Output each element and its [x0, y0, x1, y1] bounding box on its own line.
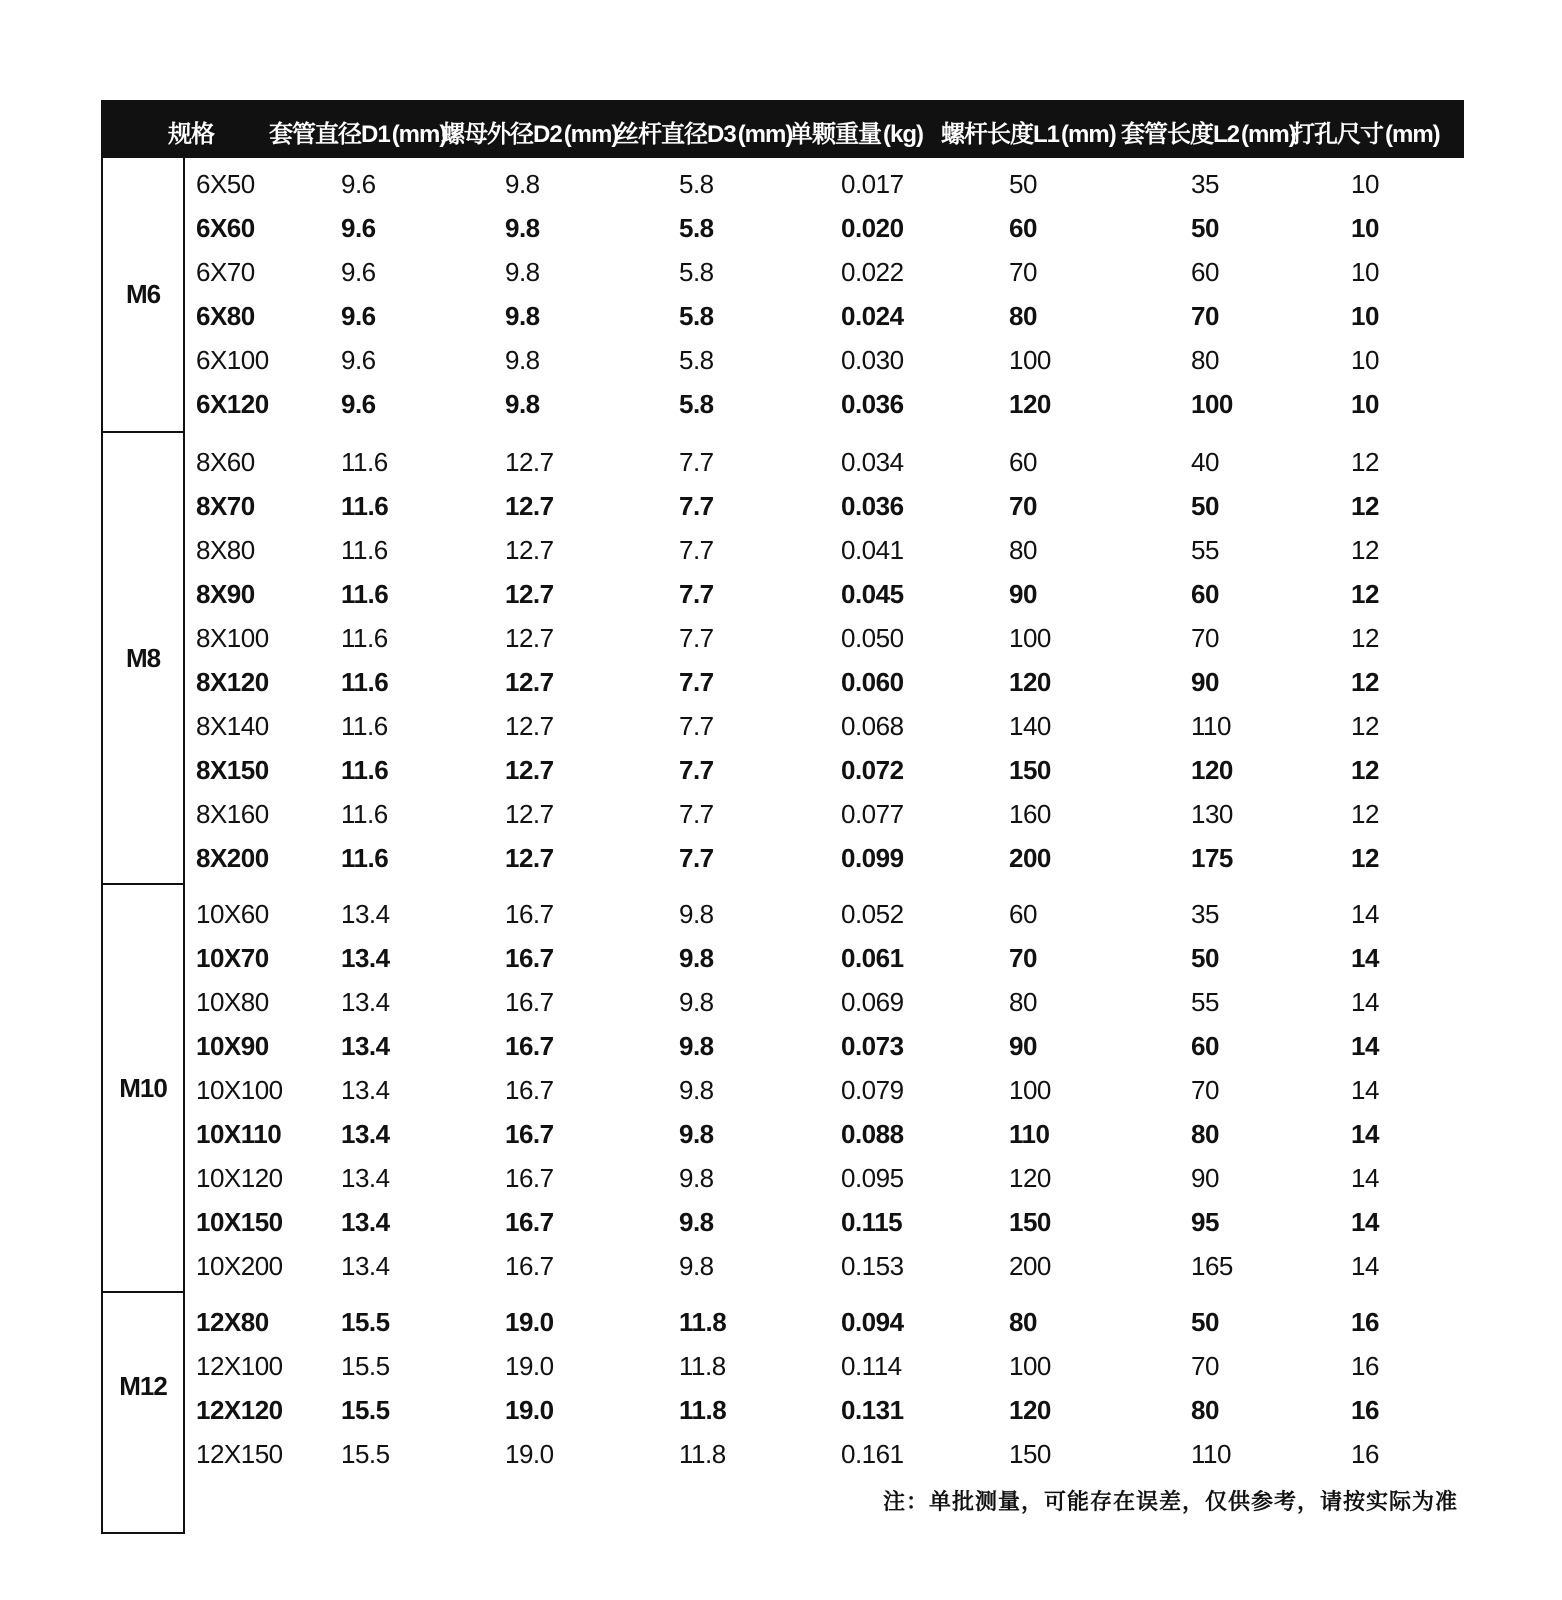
cell-drill-size: 14 — [1351, 1207, 1379, 1237]
cell-spec: 10X110 — [196, 1119, 282, 1149]
header-label: 单颗重量 — [789, 121, 881, 148]
cell-nut-outer-diameter-d2: 12.7 — [505, 755, 554, 785]
table-row — [185, 205, 1464, 249]
cell-drill-size: 14 — [1351, 987, 1379, 1017]
cell-unit-weight: 0.060 — [841, 667, 904, 697]
header-label: 规格 — [168, 121, 214, 148]
table-footer — [101, 1479, 1464, 1534]
cell-screw-diameter-d3: 5.8 — [679, 301, 714, 331]
cell-screw-diameter-d3: 11.8 — [679, 1307, 727, 1337]
cell-unit-weight: 0.069 — [841, 987, 904, 1017]
table-row — [185, 1111, 1464, 1155]
cell-sleeve-diameter-d1: 11.6 — [341, 447, 388, 477]
cell-screw-length-l1: 90 — [1009, 579, 1037, 609]
cell-sleeve-length-l2: 90 — [1191, 667, 1219, 697]
cell-spec: 6X50 — [196, 169, 255, 199]
cell-sleeve-diameter-d1: 13.4 — [341, 1119, 390, 1149]
cell-spec: 8X90 — [196, 579, 255, 609]
cell-unit-weight: 0.153 — [841, 1251, 904, 1281]
cell-screw-diameter-d3: 5.8 — [679, 213, 714, 243]
group-label: M6 — [101, 158, 185, 431]
header-sleeve-diameter-d1 — [269, 114, 448, 149]
cell-drill-size: 14 — [1351, 1075, 1379, 1105]
table-row — [185, 1067, 1464, 1111]
cell-nut-outer-diameter-d2: 12.7 — [505, 711, 554, 741]
cell-sleeve-diameter-d1: 13.4 — [341, 899, 390, 929]
cell-sleeve-diameter-d1: 11.6 — [341, 711, 388, 741]
cell-spec: 6X60 — [196, 213, 255, 243]
cell-nut-outer-diameter-d2: 19.0 — [505, 1439, 554, 1469]
cell-sleeve-diameter-d1: 13.4 — [341, 1207, 390, 1237]
cell-screw-diameter-d3: 9.8 — [679, 1031, 714, 1061]
cell-screw-diameter-d3: 7.7 — [679, 843, 714, 873]
cell-screw-diameter-d3: 9.8 — [679, 1251, 714, 1281]
cell-sleeve-length-l2: 165 — [1191, 1251, 1233, 1281]
cell-spec: 8X100 — [196, 623, 269, 653]
cell-drill-size: 16 — [1351, 1307, 1379, 1337]
table-row — [185, 1343, 1464, 1387]
table-row — [185, 703, 1464, 747]
cell-sleeve-length-l2: 70 — [1191, 623, 1219, 653]
cell-screw-length-l1: 70 — [1009, 257, 1037, 287]
cell-sleeve-diameter-d1: 11.6 — [341, 667, 389, 697]
cell-screw-length-l1: 110 — [1009, 1119, 1050, 1149]
cell-drill-size: 14 — [1351, 1119, 1379, 1149]
cell-sleeve-diameter-d1: 9.6 — [341, 345, 376, 375]
cell-nut-outer-diameter-d2: 9.8 — [505, 169, 540, 199]
cell-sleeve-length-l2: 80 — [1191, 1395, 1219, 1425]
cell-screw-length-l1: 80 — [1009, 535, 1037, 565]
table-row — [185, 747, 1464, 791]
cell-screw-diameter-d3: 7.7 — [679, 711, 714, 741]
disclaimer-note: 注：单批测量，可能存在误差，仅供参考，请按实际为准 — [882, 1489, 1458, 1514]
group-m12 — [101, 1291, 1464, 1479]
cell-nut-outer-diameter-d2: 16.7 — [505, 1207, 554, 1237]
cell-sleeve-diameter-d1: 13.4 — [341, 987, 390, 1017]
header-label: 套管长度L2 — [1121, 121, 1240, 148]
cell-sleeve-length-l2: 110 — [1191, 1439, 1231, 1469]
cell-nut-outer-diameter-d2: 16.7 — [505, 1119, 554, 1149]
cell-sleeve-diameter-d1: 13.4 — [341, 1251, 390, 1281]
cell-nut-outer-diameter-d2: 12.7 — [505, 799, 554, 829]
cell-screw-length-l1: 100 — [1009, 1075, 1051, 1105]
header-screw-length-l1 — [941, 114, 1118, 149]
header-sleeve-length-l2 — [1121, 114, 1298, 149]
cell-screw-length-l1: 120 — [1009, 667, 1051, 697]
cell-screw-diameter-d3: 7.7 — [679, 579, 714, 609]
cell-sleeve-diameter-d1: 11.6 — [341, 843, 389, 873]
table-row — [185, 161, 1464, 205]
cell-nut-outer-diameter-d2: 12.7 — [505, 667, 554, 697]
header-unit: (mm) — [1385, 121, 1440, 148]
cell-sleeve-diameter-d1: 13.4 — [341, 1031, 390, 1061]
cell-sleeve-length-l2: 40 — [1191, 447, 1219, 477]
table-row — [185, 1431, 1464, 1475]
cell-screw-length-l1: 90 — [1009, 1031, 1037, 1061]
cell-spec: 6X80 — [196, 301, 255, 331]
cell-drill-size: 12 — [1351, 535, 1379, 565]
cell-sleeve-diameter-d1: 9.6 — [341, 301, 376, 331]
cell-screw-diameter-d3: 11.8 — [679, 1395, 727, 1425]
table-row — [185, 293, 1464, 337]
table-row — [185, 615, 1464, 659]
header-unit: (kg) — [883, 121, 923, 148]
cell-unit-weight: 0.061 — [841, 943, 904, 973]
cell-sleeve-length-l2: 80 — [1191, 1119, 1219, 1149]
cell-spec: 8X160 — [196, 799, 269, 829]
cell-unit-weight: 0.036 — [841, 491, 904, 521]
cell-nut-outer-diameter-d2: 16.7 — [505, 1163, 554, 1193]
cell-unit-weight: 0.131 — [841, 1395, 904, 1425]
cell-unit-weight: 0.088 — [841, 1119, 904, 1149]
header-unit: (mm) — [391, 121, 447, 148]
cell-spec: 12X120 — [196, 1395, 283, 1425]
cell-screw-length-l1: 60 — [1009, 447, 1037, 477]
cell-sleeve-length-l2: 35 — [1191, 169, 1219, 199]
header-label: 螺母外径D2 — [441, 121, 562, 148]
cell-spec: 10X100 — [196, 1075, 283, 1105]
table-header — [101, 100, 1464, 158]
cell-drill-size: 12 — [1351, 491, 1379, 521]
cell-spec: 8X120 — [196, 667, 269, 697]
cell-unit-weight: 0.052 — [841, 899, 904, 929]
cell-spec: 6X70 — [196, 257, 255, 287]
cell-screw-length-l1: 140 — [1009, 711, 1051, 741]
cell-screw-diameter-d3: 7.7 — [679, 447, 714, 477]
cell-sleeve-length-l2: 50 — [1191, 943, 1219, 973]
cell-nut-outer-diameter-d2: 9.8 — [505, 389, 540, 419]
cell-screw-diameter-d3: 7.7 — [679, 623, 714, 653]
table-row — [185, 1299, 1464, 1343]
cell-spec: 10X200 — [196, 1251, 283, 1281]
group-m8 — [101, 431, 1464, 883]
table-row — [185, 1155, 1464, 1199]
cell-unit-weight: 0.024 — [841, 301, 904, 331]
table-row — [185, 1023, 1464, 1067]
cell-sleeve-length-l2: 55 — [1191, 535, 1219, 565]
cell-drill-size: 16 — [1351, 1395, 1379, 1425]
cell-screw-length-l1: 70 — [1009, 491, 1037, 521]
cell-spec: 10X60 — [196, 899, 269, 929]
cell-drill-size: 12 — [1351, 447, 1379, 477]
cell-sleeve-length-l2: 70 — [1191, 301, 1219, 331]
cell-spec: 8X60 — [196, 447, 255, 477]
cell-screw-diameter-d3: 11.8 — [679, 1351, 726, 1381]
cell-spec: 8X150 — [196, 755, 269, 785]
cell-screw-length-l1: 160 — [1009, 799, 1051, 829]
cell-sleeve-length-l2: 95 — [1191, 1207, 1219, 1237]
cell-sleeve-diameter-d1: 15.5 — [341, 1307, 390, 1337]
cell-unit-weight: 0.050 — [841, 623, 904, 653]
cell-screw-length-l1: 150 — [1009, 755, 1051, 785]
cell-screw-diameter-d3: 9.8 — [679, 899, 714, 929]
table-row — [185, 891, 1464, 935]
cell-unit-weight: 0.115 — [841, 1207, 903, 1237]
header-spec — [168, 114, 214, 149]
cell-unit-weight: 0.077 — [841, 799, 904, 829]
header-unit-weight — [789, 114, 925, 149]
group-column-tail — [101, 1479, 185, 1534]
header-label: 螺杆长度L1 — [941, 121, 1060, 148]
cell-unit-weight: 0.073 — [841, 1031, 904, 1061]
cell-screw-length-l1: 100 — [1009, 345, 1051, 375]
header-unit: (mm) — [563, 121, 619, 148]
cell-screw-length-l1: 60 — [1009, 213, 1037, 243]
cell-nut-outer-diameter-d2: 12.7 — [505, 491, 554, 521]
cell-screw-diameter-d3: 7.7 — [679, 535, 714, 565]
cell-screw-diameter-d3: 9.8 — [679, 943, 714, 973]
cell-sleeve-length-l2: 50 — [1191, 1307, 1219, 1337]
cell-nut-outer-diameter-d2: 16.7 — [505, 943, 554, 973]
cell-sleeve-length-l2: 60 — [1191, 1031, 1219, 1061]
cell-drill-size: 14 — [1351, 943, 1379, 973]
cell-nut-outer-diameter-d2: 19.0 — [505, 1307, 554, 1337]
table-row — [185, 835, 1464, 879]
table-row — [185, 571, 1464, 615]
cell-spec: 10X120 — [196, 1163, 283, 1193]
table-row — [185, 381, 1464, 425]
cell-sleeve-length-l2: 110 — [1191, 711, 1231, 741]
cell-screw-diameter-d3: 7.7 — [679, 667, 714, 697]
cell-sleeve-diameter-d1: 11.6 — [341, 491, 389, 521]
header-nut-outer-diameter-d2 — [441, 114, 620, 149]
cell-screw-length-l1: 150 — [1009, 1207, 1051, 1237]
cell-unit-weight: 0.017 — [841, 169, 904, 199]
cell-nut-outer-diameter-d2: 16.7 — [505, 1251, 554, 1281]
cell-screw-length-l1: 100 — [1009, 623, 1051, 653]
group-label: M8 — [101, 431, 185, 883]
cell-drill-size: 10 — [1351, 169, 1379, 199]
cell-sleeve-length-l2: 130 — [1191, 799, 1233, 829]
cell-sleeve-diameter-d1: 11.6 — [341, 535, 388, 565]
cell-drill-size: 12 — [1351, 843, 1379, 873]
cell-screw-diameter-d3: 7.7 — [679, 799, 714, 829]
header-label: 套管直径D1 — [269, 121, 390, 148]
cell-screw-length-l1: 120 — [1009, 1163, 1051, 1193]
cell-nut-outer-diameter-d2: 19.0 — [505, 1351, 554, 1381]
cell-nut-outer-diameter-d2: 9.8 — [505, 213, 540, 243]
table-row — [185, 249, 1464, 293]
cell-sleeve-length-l2: 60 — [1191, 579, 1219, 609]
cell-screw-diameter-d3: 9.8 — [679, 1075, 714, 1105]
cell-screw-length-l1: 200 — [1009, 1251, 1051, 1281]
cell-screw-length-l1: 200 — [1009, 843, 1051, 873]
spec-table — [101, 100, 1464, 1534]
cell-nut-outer-diameter-d2: 12.7 — [505, 447, 554, 477]
cell-screw-diameter-d3: 9.8 — [679, 1163, 714, 1193]
table-row — [185, 1199, 1464, 1243]
cell-drill-size: 10 — [1351, 257, 1379, 287]
cell-unit-weight: 0.041 — [841, 535, 904, 565]
header-label: 丝杆直径D3 — [615, 121, 736, 148]
cell-unit-weight: 0.072 — [841, 755, 904, 785]
cell-sleeve-diameter-d1: 13.4 — [341, 1163, 390, 1193]
cell-nut-outer-diameter-d2: 16.7 — [505, 1075, 554, 1105]
cell-sleeve-diameter-d1: 13.4 — [341, 1075, 390, 1105]
cell-unit-weight: 0.022 — [841, 257, 904, 287]
cell-screw-diameter-d3: 5.8 — [679, 257, 714, 287]
group-label: M10 — [101, 883, 185, 1291]
cell-sleeve-length-l2: 175 — [1191, 843, 1233, 873]
cell-screw-length-l1: 100 — [1009, 1351, 1051, 1381]
cell-sleeve-diameter-d1: 15.5 — [341, 1351, 390, 1381]
cell-drill-size: 14 — [1351, 1251, 1379, 1281]
cell-unit-weight: 0.094 — [841, 1307, 904, 1337]
cell-sleeve-length-l2: 55 — [1191, 987, 1219, 1017]
header-screw-diameter-d3 — [615, 114, 794, 149]
cell-screw-length-l1: 150 — [1009, 1439, 1051, 1469]
cell-nut-outer-diameter-d2: 12.7 — [505, 579, 554, 609]
cell-screw-diameter-d3: 9.8 — [679, 1119, 714, 1149]
cell-nut-outer-diameter-d2: 9.8 — [505, 345, 540, 375]
cell-drill-size: 12 — [1351, 579, 1379, 609]
cell-screw-length-l1: 120 — [1009, 389, 1051, 419]
cell-sleeve-diameter-d1: 11.6 — [341, 755, 389, 785]
cell-spec: 10X80 — [196, 987, 269, 1017]
table-row — [185, 1387, 1464, 1431]
cell-nut-outer-diameter-d2: 16.7 — [505, 899, 554, 929]
cell-sleeve-length-l2: 35 — [1191, 899, 1219, 929]
table-row — [185, 439, 1464, 483]
cell-sleeve-diameter-d1: 15.5 — [341, 1439, 390, 1469]
cell-drill-size: 12 — [1351, 623, 1379, 653]
cell-sleeve-diameter-d1: 9.6 — [341, 169, 376, 199]
cell-unit-weight: 0.020 — [841, 213, 904, 243]
cell-unit-weight: 0.045 — [841, 579, 904, 609]
cell-sleeve-length-l2: 80 — [1191, 345, 1219, 375]
table-body — [101, 158, 1464, 1479]
cell-screw-length-l1: 60 — [1009, 899, 1037, 929]
cell-nut-outer-diameter-d2: 9.8 — [505, 257, 540, 287]
cell-sleeve-length-l2: 120 — [1191, 755, 1233, 785]
cell-screw-diameter-d3: 9.8 — [679, 987, 714, 1017]
table-row — [185, 935, 1464, 979]
cell-screw-diameter-d3: 5.8 — [679, 345, 714, 375]
cell-screw-length-l1: 120 — [1009, 1395, 1051, 1425]
cell-sleeve-length-l2: 70 — [1191, 1075, 1219, 1105]
cell-unit-weight: 0.079 — [841, 1075, 904, 1105]
cell-sleeve-diameter-d1: 11.6 — [341, 799, 388, 829]
cell-drill-size: 10 — [1351, 345, 1379, 375]
cell-screw-length-l1: 70 — [1009, 943, 1037, 973]
cell-sleeve-length-l2: 60 — [1191, 257, 1219, 287]
cell-screw-diameter-d3: 11.8 — [679, 1439, 726, 1469]
cell-drill-size: 12 — [1351, 755, 1379, 785]
cell-drill-size: 10 — [1351, 389, 1379, 419]
cell-nut-outer-diameter-d2: 16.7 — [505, 1031, 554, 1061]
cell-drill-size: 16 — [1351, 1351, 1379, 1381]
cell-spec: 8X200 — [196, 843, 269, 873]
cell-nut-outer-diameter-d2: 16.7 — [505, 987, 554, 1017]
cell-screw-length-l1: 80 — [1009, 301, 1037, 331]
table-row — [185, 791, 1464, 835]
cell-nut-outer-diameter-d2: 12.7 — [505, 843, 554, 873]
cell-sleeve-length-l2: 50 — [1191, 213, 1219, 243]
cell-sleeve-diameter-d1: 15.5 — [341, 1395, 390, 1425]
cell-spec: 10X90 — [196, 1031, 269, 1061]
cell-sleeve-length-l2: 50 — [1191, 491, 1219, 521]
cell-nut-outer-diameter-d2: 19.0 — [505, 1395, 554, 1425]
cell-unit-weight: 0.099 — [841, 843, 904, 873]
cell-unit-weight: 0.161 — [841, 1439, 904, 1469]
table-row — [185, 337, 1464, 381]
header-unit: (mm) — [737, 121, 793, 148]
table-row — [185, 659, 1464, 703]
cell-screw-diameter-d3: 9.8 — [679, 1207, 714, 1237]
cell-screw-diameter-d3: 5.8 — [679, 389, 714, 419]
cell-sleeve-length-l2: 90 — [1191, 1163, 1219, 1193]
cell-screw-length-l1: 50 — [1009, 169, 1037, 199]
cell-spec: 8X80 — [196, 535, 255, 565]
cell-sleeve-diameter-d1: 9.6 — [341, 213, 376, 243]
cell-sleeve-diameter-d1: 11.6 — [341, 579, 389, 609]
header-label: 打孔尺寸 — [1291, 121, 1383, 148]
cell-drill-size: 14 — [1351, 899, 1379, 929]
header-unit: (mm) — [1061, 121, 1116, 148]
cell-drill-size: 14 — [1351, 1031, 1379, 1061]
cell-drill-size: 16 — [1351, 1439, 1379, 1469]
cell-screw-diameter-d3: 5.8 — [679, 169, 714, 199]
cell-unit-weight: 0.095 — [841, 1163, 904, 1193]
cell-sleeve-diameter-d1: 11.6 — [341, 623, 388, 653]
table-row — [185, 1243, 1464, 1287]
header-drill-size — [1291, 114, 1442, 149]
cell-spec: 10X70 — [196, 943, 269, 973]
cell-spec: 12X150 — [196, 1439, 283, 1469]
cell-sleeve-diameter-d1: 9.6 — [341, 389, 376, 419]
cell-spec: 12X100 — [196, 1351, 283, 1381]
cell-screw-length-l1: 80 — [1009, 1307, 1037, 1337]
cell-sleeve-diameter-d1: 9.6 — [341, 257, 376, 287]
cell-unit-weight: 0.030 — [841, 345, 904, 375]
cell-sleeve-diameter-d1: 13.4 — [341, 943, 390, 973]
table-row — [185, 979, 1464, 1023]
cell-drill-size: 12 — [1351, 799, 1379, 829]
group-m6 — [101, 158, 1464, 431]
group-m10 — [101, 883, 1464, 1291]
cell-spec: 6X120 — [196, 389, 269, 419]
cell-unit-weight: 0.036 — [841, 389, 904, 419]
cell-drill-size: 14 — [1351, 1163, 1379, 1193]
cell-nut-outer-diameter-d2: 12.7 — [505, 623, 554, 653]
cell-drill-size: 10 — [1351, 213, 1379, 243]
cell-screw-diameter-d3: 7.7 — [679, 755, 714, 785]
table-row — [185, 483, 1464, 527]
cell-screw-length-l1: 80 — [1009, 987, 1037, 1017]
cell-spec: 10X150 — [196, 1207, 283, 1237]
cell-screw-diameter-d3: 7.7 — [679, 491, 714, 521]
cell-drill-size: 12 — [1351, 711, 1379, 741]
cell-unit-weight: 0.034 — [841, 447, 904, 477]
cell-spec: 8X70 — [196, 491, 255, 521]
cell-unit-weight: 0.114 — [841, 1351, 902, 1381]
cell-sleeve-length-l2: 70 — [1191, 1351, 1219, 1381]
cell-spec: 8X140 — [196, 711, 269, 741]
cell-unit-weight: 0.068 — [841, 711, 904, 741]
cell-spec: 12X80 — [196, 1307, 269, 1337]
cell-spec: 6X100 — [196, 345, 269, 375]
header-unit: (mm) — [1241, 121, 1296, 148]
table-row — [185, 527, 1464, 571]
cell-nut-outer-diameter-d2: 12.7 — [505, 535, 554, 565]
cell-drill-size: 10 — [1351, 301, 1379, 331]
cell-nut-outer-diameter-d2: 9.8 — [505, 301, 540, 331]
cell-drill-size: 12 — [1351, 667, 1379, 697]
group-label: M12 — [101, 1291, 185, 1479]
cell-sleeve-length-l2: 100 — [1191, 389, 1233, 419]
